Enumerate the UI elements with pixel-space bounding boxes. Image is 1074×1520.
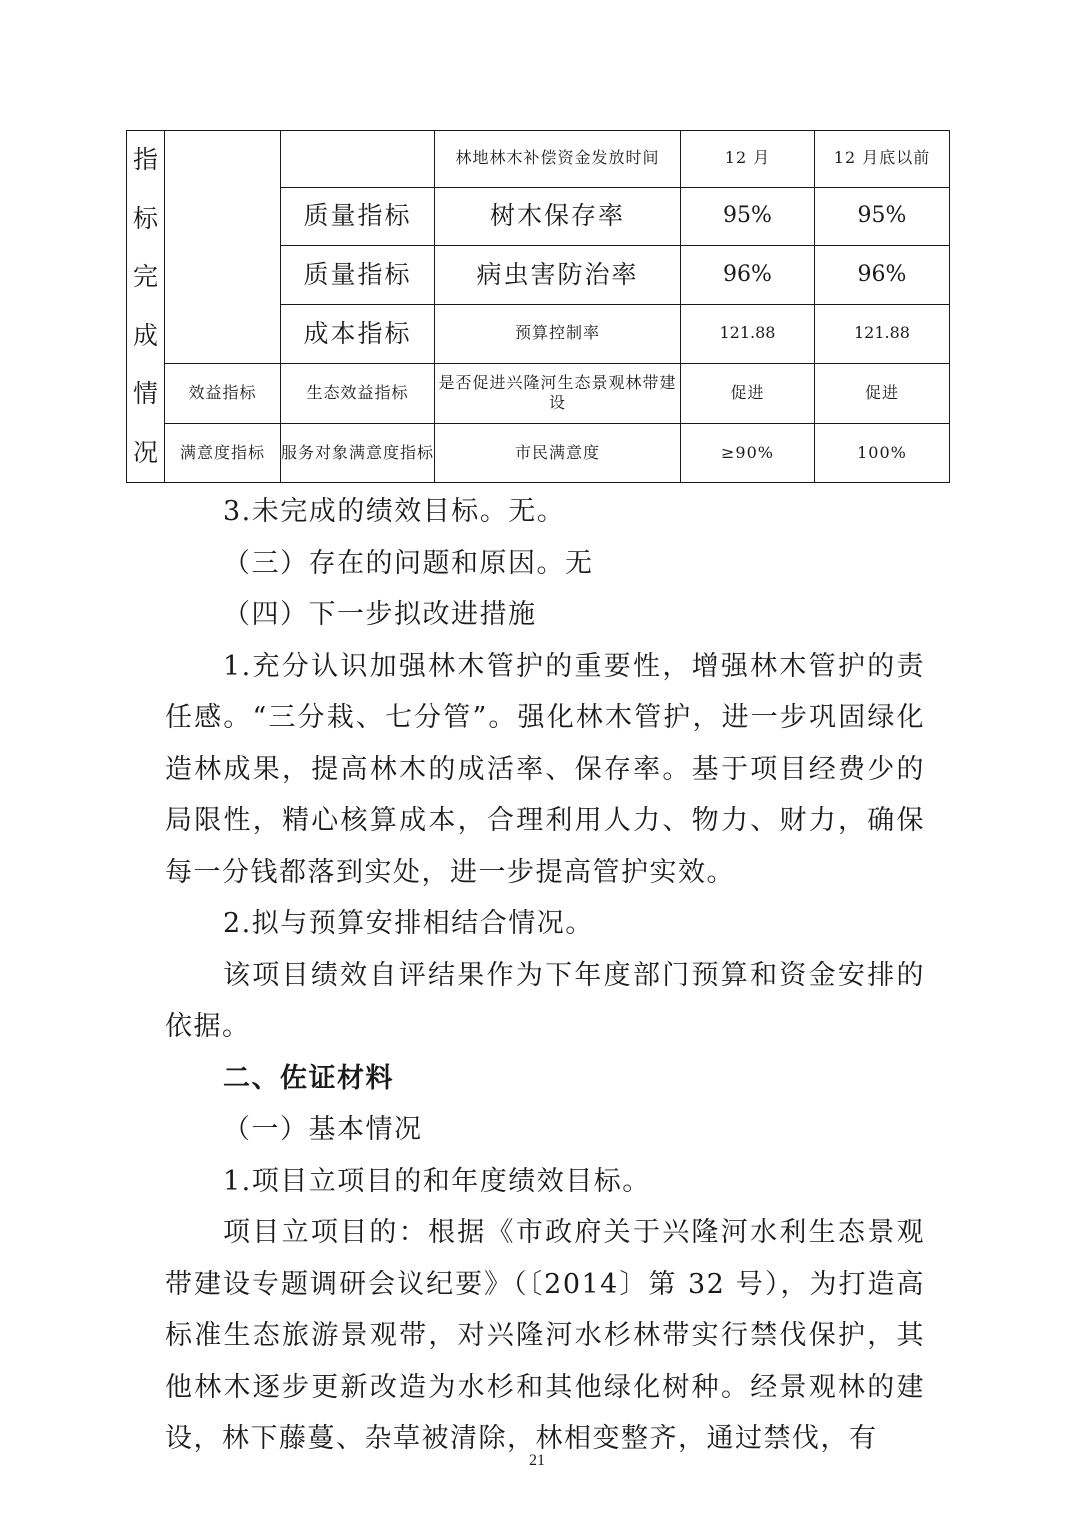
target-value-cell: 121.88 bbox=[681, 304, 815, 363]
indicator-name-cell: 是否促进兴隆河生态景观林带建设 bbox=[435, 363, 681, 424]
indicator-name-cell: 病虫害防治率 bbox=[435, 246, 681, 305]
side-label-cell bbox=[127, 131, 165, 483]
paragraph: 2.拟与预算安排相结合情况。 bbox=[223, 908, 594, 939]
side-label-char: 情 bbox=[132, 379, 158, 408]
side-label-char: 况 bbox=[132, 437, 158, 467]
indicator-name-cell: 树木保存率 bbox=[435, 187, 681, 246]
level2-cell: 生态效益指标 bbox=[281, 363, 435, 424]
paragraph: 1.充分认识加强林木管护的重要性，增强林木管护的责任感。“三分栽、七分管”。强化林木管护，进一步巩固绿化造林成果，提高林木的成活率、保存率。基于项目经费少的局限性，精心核算成本，合理利用人力、物力、财力，确保每一分钱都落到实处，进一步提高管护实效。 bbox=[165, 650, 925, 888]
paragraph: 3.未完成的绩效目标。无。 bbox=[223, 496, 566, 527]
target-value-cell: 96% bbox=[681, 246, 815, 305]
indicator-table bbox=[126, 130, 950, 483]
paragraph: 该项目绩效自评结果作为下年度部门预算和资金安排的依据。 bbox=[165, 959, 925, 1042]
side-label-char: 成 bbox=[132, 320, 158, 350]
level2-cell: 服务对象满意度指标 bbox=[281, 424, 435, 483]
section-heading: （四）下一步拟改进措施 bbox=[223, 599, 537, 630]
indicator-name-cell: 林地林木补偿资金发放时间 bbox=[435, 131, 681, 188]
level2-cell: 质量指标 bbox=[281, 187, 435, 246]
side-label-char: 指 bbox=[132, 145, 158, 174]
target-value-cell: 95% bbox=[681, 187, 815, 246]
indicator-name-cell: 预算控制率 bbox=[435, 304, 681, 363]
level2-cell bbox=[281, 131, 435, 188]
section-heading: （一）基本情况 bbox=[223, 1114, 423, 1145]
section-heading: 二、佐证材料 bbox=[223, 1062, 394, 1094]
body-text bbox=[165, 486, 925, 1465]
side-label-char: 完 bbox=[132, 262, 158, 291]
actual-value-cell: 100% bbox=[815, 424, 950, 483]
target-value-cell: 促进 bbox=[681, 363, 815, 424]
level2-cell: 质量指标 bbox=[281, 246, 435, 305]
level1-cell: 满意度指标 bbox=[165, 424, 281, 483]
actual-value-cell: 121.88 bbox=[815, 304, 950, 363]
actual-value-cell: 95% bbox=[815, 187, 950, 246]
level2-cell: 成本指标 bbox=[281, 304, 435, 363]
level1-cell: 效益指标 bbox=[165, 363, 281, 424]
indicator-name-cell: 市民满意度 bbox=[435, 424, 681, 483]
side-label-char: 标 bbox=[132, 203, 158, 233]
page-number: 21 bbox=[529, 1452, 545, 1469]
paragraph: 项目立项目的：根据《市政府关于兴隆河水利生态景观带建设专题调研会议纪要》（〔2014〕第 32 号），为打造高标准生态旅游景观带，对兴隆河水杉林带实行禁伐保护，其他林木逐步更新改造为水杉和其他绿化树种。经景观林的建设，林下藤蔓、杂草被清除，林相变整齐，通过禁伐，有 bbox=[165, 1217, 925, 1454]
target-value-cell: 12 月 bbox=[681, 131, 815, 188]
paragraph: 1.项目立项目的和年度绩效目标。 bbox=[223, 1165, 651, 1197]
actual-value-cell: 96% bbox=[815, 246, 950, 305]
actual-value-cell: 12 月底以前 bbox=[815, 131, 950, 188]
actual-value-cell: 促进 bbox=[815, 363, 950, 424]
section-heading: （三）存在的问题和原因。无 bbox=[223, 547, 594, 579]
level1-cell-empty bbox=[165, 131, 281, 364]
target-value-cell: ≥90% bbox=[681, 424, 815, 483]
